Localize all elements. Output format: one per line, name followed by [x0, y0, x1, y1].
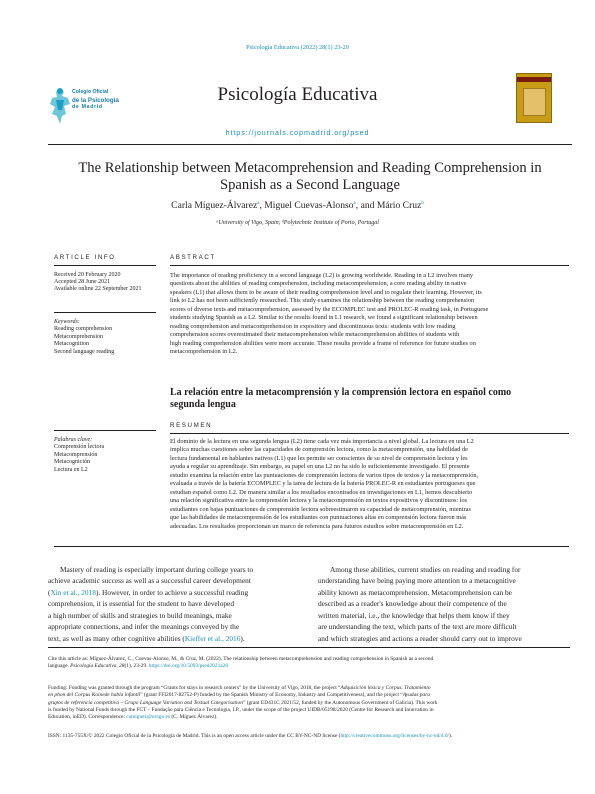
funding-text: (C. Míguez Álvarez).: [170, 714, 218, 721]
article-info-rule: [54, 265, 156, 266]
received-date: Received 20 February 2020: [54, 272, 121, 278]
abstract-rule: [170, 265, 569, 266]
affiliations: ᵃUniversity of Vigo, Spain; ᵇPolytechnic Institute of Porto, Portugal: [216, 220, 379, 226]
body-line: comprehension, it is essential for the student to have developed: [48, 599, 234, 609]
funding-italic: grupos de referencia competitiva – Grupo Language Variation and Textual Categorisation: [48, 699, 243, 706]
cite-line: Cite this article as: Míguez-Álvarez, C., Cuevas-Alonso, M., & Cruz, M. (2022). The relationship between metacomprehension and reading comprehension in Spanish as a second: [48, 656, 434, 662]
abstract-heading: ABSTRACT: [170, 254, 216, 261]
funding-italic: Adquisición léxica y Corpus. Tratamiento: [340, 685, 431, 691]
title-line: The Relationship between Metacomprehension and Reading Comprehension in: [78, 160, 542, 176]
resumen-line: evaluada a través de la batería ECOMPLEC y la tarea de lectura de la batería PROLEC-R en estudiantes portugueses que: [170, 480, 476, 488]
palabra-clave: Metacomprensión: [54, 451, 98, 458]
resumen-line: adecuadas. Los resultados proporcionan un marco de referencia para futuros estudios sobre metacomprensión en L2.: [170, 522, 464, 530]
body-column-left: [48, 564, 300, 644]
issn-note: [48, 733, 570, 740]
resumen-rule: [170, 433, 569, 434]
resumen-line: estudian español como L2. De manera similar a los resultados encontrados en investigaciones en L1, hemos descubierto: [170, 488, 473, 496]
abstract-line: comprehension scores overestimated their metacomprehension while metacomprehension abilities of students with: [170, 331, 460, 339]
body-line: ability known as metacomprehension. Metacomprehension can be: [318, 587, 512, 597]
keyword: Metacomprehension: [54, 333, 103, 340]
resumen-title: [170, 387, 569, 410]
resumen-line: lectura fundamental en hablantes nativos (L1) que les permite ser conscientes de su nivel de comprensión lectora y les: [170, 454, 468, 462]
cite-journal: Psicología Educativa, 28: [70, 663, 125, 670]
body-text: ). However, in order to achieve a successful reading: [95, 587, 249, 597]
keywords-rule: [54, 312, 156, 313]
body-line: [48, 587, 300, 598]
cite-line: [48, 663, 570, 670]
citation-link[interactable]: Xin et al., 2018: [50, 587, 96, 597]
abstract-body: [170, 272, 569, 357]
journal-reference[interactable]: Psicología Educativa (2022) 28(1) 23-29: [246, 44, 349, 51]
title-line: Spanish as a Second Language: [220, 177, 400, 193]
keywords-block: [54, 318, 164, 356]
funding-line: [48, 692, 570, 699]
abstract-line: high reading comprehension abilities were more accurate. These results provide a frame of reference for future studies on: [170, 339, 476, 347]
palabra-clave: Comprensión lectora: [54, 444, 105, 450]
license-link[interactable]: http://creativecommons.org/licenses/by-nc-nd/4.0/: [340, 733, 450, 739]
body-line: described as a reader's knowledge about their competence of the: [318, 599, 507, 609]
body-line: Mastery of reading is especially important during college years to: [60, 565, 254, 574]
abstract-line: speakers (L1) that allows them to be aware of their reading comprehension level and to regulate their learning. However, its: [170, 288, 482, 296]
body-line: and which strategies and actions a reader should carry out to improve: [318, 633, 522, 643]
accepted-date: Accepted 28 June 2021: [54, 279, 111, 286]
abstract-line: The importance of reading proficiency in a second language (L2) is growing worldwide. Reading in a L2 involves many: [170, 272, 474, 279]
body-line: are understanding the text, which parts of the text are more difficult: [318, 622, 517, 632]
abstract-line: students studying Spanish as a L2. Similar to the results found in L1 research, we found a significant relationship between: [170, 314, 478, 322]
article-history: [54, 272, 164, 294]
logo-line: de Madrid: [72, 104, 103, 110]
abstract-line: questions about the abilities of reading comprehension, including metacomprehension, a core reading ability in native: [170, 280, 467, 288]
journal-url[interactable]: https://journals.copmadrid.org/psed: [225, 128, 370, 137]
keywords-label: Keywords:: [54, 319, 80, 325]
palabras-label: Palabras clave:: [54, 437, 93, 443]
funding-line: [48, 714, 570, 721]
header-rule: [48, 144, 572, 145]
funding-text: Funding: Funding was granted through the program “Grants for stays in research centers” by the University of Vigo, 2018, the project “: [48, 685, 341, 691]
footnote-rule: [48, 647, 570, 648]
keyword: Reading comprehension: [54, 326, 113, 332]
resumen-line: que las habilidades de metacomprensión de los estudiantes con puntuaciones altas en comprensión lectora fueron más: [170, 514, 467, 522]
journal-cover-thumbnail: [516, 73, 552, 123]
body-column-right: [318, 564, 570, 644]
author-separator: , and: [355, 200, 377, 211]
citation-link[interactable]: Kieffer et al., 2016: [184, 633, 241, 643]
keyword: Metacognition: [54, 341, 89, 348]
funding-italic: en phon del Corpus Koinede habla infantil: [48, 692, 141, 699]
logo-line: de la Psicología: [72, 96, 119, 104]
article-title: [40, 160, 580, 194]
body-line: Among these abilities, current studies on reading and reading for: [330, 565, 521, 574]
body-line: achieve academic success as well as a successful career development: [48, 576, 251, 586]
abstract-bottom-rule: [54, 546, 569, 547]
cover-illustration: [523, 88, 546, 116]
author-list: [0, 200, 595, 211]
cover-strip: [517, 77, 551, 82]
abstract-line: link to L2 has not been sufficiently researched. This study examines the relationship between the reading comprehension: [170, 297, 475, 305]
body-text: ).: [240, 633, 245, 643]
resumen-title-line: La relación entre la metacomprensión y la comprensión lectora en español como: [170, 387, 512, 398]
citation-note: [48, 656, 570, 671]
body-line: a high number of skills and strategies to build meanings, make: [48, 610, 232, 620]
author-name: Miguel Cuevas-Alonso: [264, 200, 354, 211]
body-line: appropriate connections, and infer the meanings conveyed by the: [48, 622, 240, 632]
body-line: written material, i.e., the knowledge that helps them know if they: [318, 610, 510, 620]
article-info-heading: ARTICLE INFO: [54, 254, 116, 261]
doi-link[interactable]: https://doi.org/10.5093/psed2021a26: [148, 663, 229, 670]
funding-note: [48, 685, 570, 721]
palabra-clave: Metacognición: [54, 459, 90, 466]
funding-line: [48, 700, 570, 707]
resumen-line: una relación significativa entre la comprensión lectora y la metacomprensión en textos expositivos y discontinuos: los: [170, 497, 468, 505]
keyword: Second language reading: [54, 348, 115, 355]
body-line: [48, 633, 300, 644]
resumen-line: implica muchas cuestiones sobre las capacidades de comprensión lectora, como la metacomprensión, una habilidad de: [170, 446, 468, 454]
funding-text: ” (grant ED431C 2021/52, funded by the Autonomous Government of Galicia). This work: [242, 699, 438, 706]
funding-italic: Ayudas para: [402, 692, 430, 699]
issn-text: ).: [449, 733, 453, 739]
resumen-line: ayuda a regular su aprendizaje. Sin embargo, su papel en una L2 no ha sido lo suficientemente investigado. El presente: [170, 463, 470, 471]
palabras-rule: [54, 430, 156, 431]
resumen-line: estudiantes con bajas puntuaciones de comprensión lectora sobreestimaron su capacidad de metacomprensión, mientras: [170, 505, 471, 513]
resumen-title-line: segunda lengua: [170, 398, 236, 410]
author-affil-mark: a: [353, 200, 356, 206]
funding-text: ” (grant FFI2017-82752-P) funded by the Spanish Ministry of Economy, Industry and Competitiveness), and the project “: [140, 692, 403, 699]
funding-line: is funded by National Funds through the FCT – Fundação para Ciência e Tecnologia, I.P., under the scope of the project UIDB/05198/2020 (Centre for Research and Innovation in: [48, 706, 434, 713]
resumen-line: estudio examina la relación entre las puntuaciones de comprensión lectora de varios tipos de textos y la metacomprensión,: [170, 471, 479, 479]
email-link[interactable]: camiguez@uvigo.es: [126, 714, 171, 721]
issn-text: ISSN: 1135-755X/© 2022 Colegio Oficial de la Psicología de Madrid. This is an open access article under the CC BY-NC-ND license (: [48, 733, 341, 739]
author-separator: ,: [259, 200, 265, 211]
abstract-line: scores of diverse texts and metacomprehension, assessed by the ECOMPLEC test and PROLEC-R reading task, in Portuguese: [170, 305, 489, 313]
resumen-heading: RESUMEN: [170, 422, 213, 429]
body-line: understanding have being paying more attention to a metacognitive: [318, 576, 516, 586]
resumen-line: El dominio de la lectura en una segunda lengua (L2) tiene cada vez más importancia a nivel global. La lectura en una L2: [170, 438, 474, 445]
funding-text: Education, inED). Correspondence:: [48, 714, 127, 721]
online-date: Available online 22 September 2021: [54, 286, 142, 293]
author-name: Carla Míguez-Álvarez: [171, 200, 258, 211]
cite-text: language.: [48, 663, 71, 670]
body-text: (: [48, 587, 51, 597]
resumen-body: [170, 438, 569, 531]
logo-line: Colegio Oficial: [72, 89, 109, 95]
palabras-block: [54, 436, 164, 474]
abstract-line: reading comprehension and metacomprehension in expository and discontinuous texts: students with low reading: [170, 322, 456, 330]
journal-masthead: Psicología Educativa: [217, 84, 378, 105]
author-name: Mário Cruz: [376, 200, 422, 211]
author-affil-mark: a: [257, 200, 260, 206]
palabra-clave: Lectura en L2: [54, 466, 88, 473]
abstract-line: metacomprehension in L2.: [170, 348, 238, 356]
body-text: text, as well as many other cognitive abilities (: [48, 633, 185, 643]
cite-text: (1), 23-29.: [124, 663, 149, 670]
author-affil-mark: b: [421, 200, 424, 206]
